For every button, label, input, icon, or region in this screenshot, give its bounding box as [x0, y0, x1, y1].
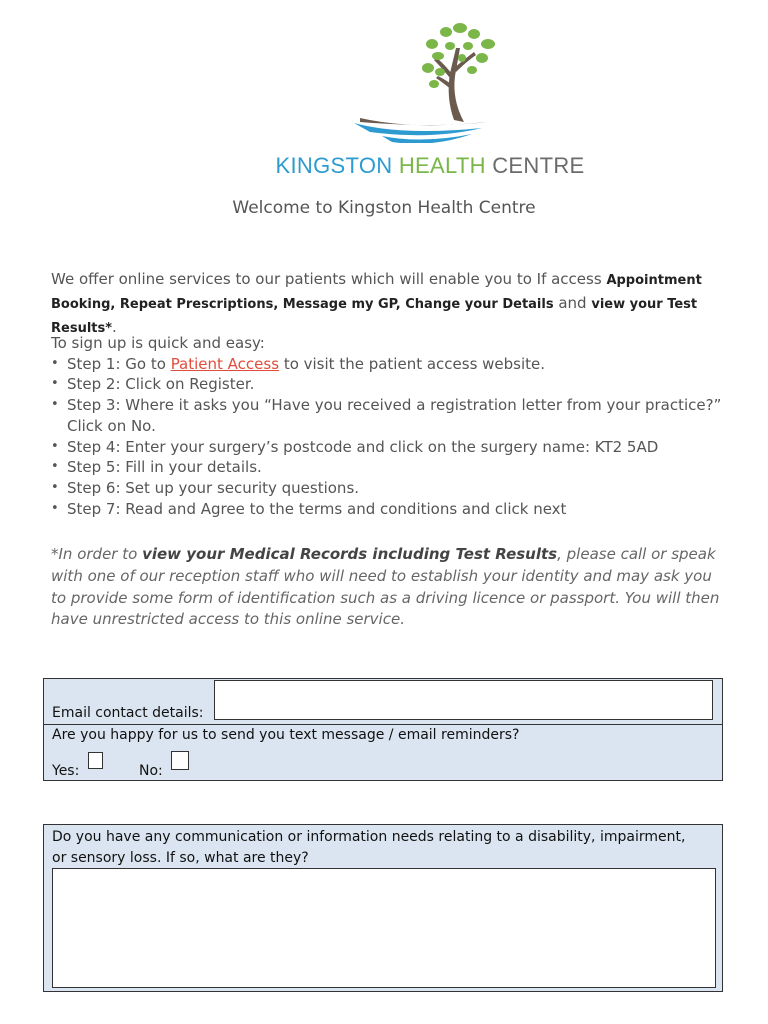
- intro-and: and: [553, 294, 592, 312]
- intro-end: .: [112, 318, 117, 336]
- signup-heading: To sign up is quick and easy:: [51, 334, 265, 352]
- intro-test-results: view your Test Results*: [51, 297, 698, 336]
- form-divider: [44, 724, 722, 725]
- tree-logo-icon: [342, 18, 512, 143]
- needs-form: [43, 824, 723, 992]
- step-item: • Step 2: Click on Register.: [51, 374, 731, 395]
- step-item: • Step 7: Read and Agree to the terms and conditions and click next: [51, 499, 731, 520]
- step-item: • Step 6: Set up your security questions.: [51, 478, 731, 499]
- signup-section: [51, 333, 731, 519]
- intro-paragraph: [51, 268, 721, 340]
- note-post: , please call or speak with one of our reception staff who will need to establish your identity and may ask you to provide some form of identification such as a driving licence or passport. You will then have unrestricted access to this online service.: [51, 545, 720, 629]
- note-pre: *In order to: [51, 545, 143, 563]
- step-1-pre: Step 1: Go to: [67, 354, 171, 373]
- step-item: • Step 3: Where it asks you “Have you received a registration letter from your practice?” Click on No.: [51, 395, 731, 436]
- step-item: • Step 5: Fill in your details.: [51, 457, 731, 478]
- needs-question: Do you have any communication or information needs relating to a disability, impairment, or sensory loss. If so, what are they?: [52, 829, 686, 866]
- medical-records-note: [51, 544, 721, 631]
- yes-checkbox[interactable]: [88, 752, 103, 769]
- brand-part-health: HEALTH: [398, 153, 486, 178]
- step-1-post: to visit the patient access website.: [279, 354, 546, 373]
- step-item: • Step 4: Enter your surgery’s postcode and click on the surgery name: KT2 5AD: [51, 437, 731, 458]
- step-item: [51, 354, 731, 375]
- note-bold: view your Medical Records including Test Results: [142, 545, 558, 563]
- brand-part-kingston: KINGSTON: [275, 153, 393, 178]
- signup-steps: [51, 354, 731, 520]
- intro-lead: We offer online services to our patients which will enable you to If access: [51, 270, 607, 288]
- brand-name: [0, 153, 768, 179]
- email-label: Email contact details:: [52, 705, 204, 721]
- no-checkbox[interactable]: [171, 751, 189, 770]
- yes-label: Yes:: [52, 763, 80, 779]
- patient-access-link[interactable]: Patient Access: [170, 354, 280, 373]
- brand-part-centre: CENTRE: [492, 153, 585, 178]
- reminders-question: Are you happy for us to send you text message / email reminders?: [52, 727, 520, 743]
- contact-form: [43, 678, 723, 781]
- intro-services: Appointment Booking, Repeat Prescriptions, Message my GP, Change your Details: [51, 273, 702, 312]
- needs-field[interactable]: [52, 868, 716, 988]
- welcome-heading: Welcome to Kingston Health Centre: [232, 198, 536, 218]
- email-field[interactable]: [214, 680, 713, 720]
- no-label: No:: [139, 763, 163, 779]
